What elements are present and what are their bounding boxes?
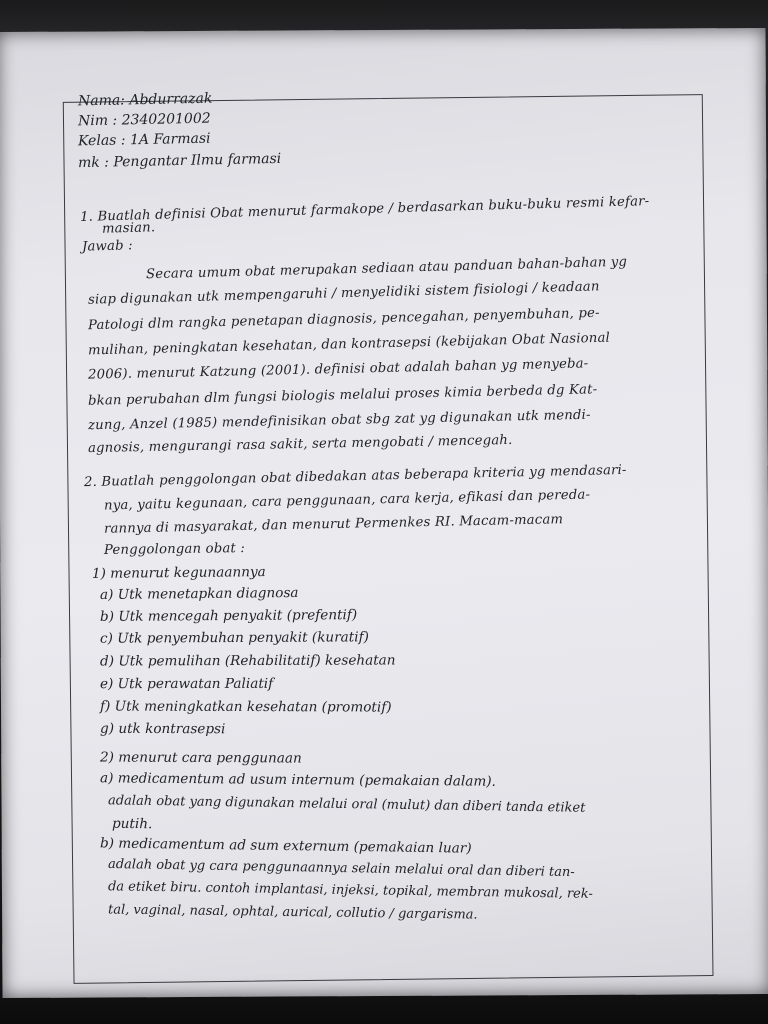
section-1-item-d: d) Utk pemulihan (Rehabilitatif) kesehatan bbox=[99, 652, 396, 670]
answer-1-line-7: zung, Anzel (1985) mendefinisikan obat sbg zat yg digunakan utk mendi- bbox=[87, 407, 591, 434]
answer-1-line-6: bkan perubahan dlm fungsi biologis melalui proses kimia berbeda dg Kat- bbox=[87, 382, 598, 409]
answer-1-line-8: agnosis, mengurangi rasa sakit, serta mengobati / mencegah. bbox=[87, 432, 513, 457]
question-1-line-2: masian. bbox=[101, 220, 156, 237]
question-2-line-1: 2. Buatlah penggolongan obat dibedakan atas beberapa kriteria yg mendasari- bbox=[83, 462, 627, 491]
course-line: mk : Pengantar Ilmu farmasi bbox=[77, 150, 282, 172]
section-1-item-g: g) utk kontrasepsi bbox=[99, 720, 226, 738]
section-1-item-c: c) Utk penyembuhan penyakit (kuratif) bbox=[99, 629, 369, 647]
section-1-item-e: e) Utk perawatan Paliatif bbox=[99, 675, 274, 693]
question-2-line-2: nya, yaitu kegunaan, cara penggunaan, cara kerja, efikasi dan pereda- bbox=[103, 487, 591, 514]
section-2-line-1: a) medicamentum ad usum internum (pemakaian dalam). bbox=[99, 770, 496, 790]
section-2-title: 2) menurut cara penggunaan bbox=[99, 749, 302, 767]
section-1-item-a: a) Utk menetapkan diagnosa bbox=[99, 584, 299, 604]
section-2-line-5: adalah obat yg cara penggunaannya selain melalui oral dan diberi tan- bbox=[107, 856, 575, 881]
answer-1-line-4: mulihan, peningkatan kesehatan, dan kontrasepsi (kebijakan Obat Nasional bbox=[87, 330, 611, 359]
section-2-line-7: tal, vaginal, nasal, ophtal, aurical, collutio / gargarisma. bbox=[107, 902, 478, 923]
section-2-line-6: da etiket biru. contoh implantasi, injeksi, topikal, membran mukosal, rek- bbox=[107, 879, 593, 902]
class-line: Kelas : 1A Farmasi bbox=[77, 130, 211, 150]
answer-1-line-3: Patologi dlm rangka penetapan diagnosis, pencegahan, penyembuhan, pe- bbox=[87, 305, 600, 334]
section-1-title: 1) menurut kegunaannya bbox=[91, 564, 266, 582]
question-2-line-4: Penggolongan obat : bbox=[103, 541, 246, 558]
section-2-line-3: putih. bbox=[111, 815, 153, 833]
section-2-line-4: b) medicamentum ad sum externum (pemakaian luar) bbox=[99, 835, 472, 857]
name-line: Nama: Abdurrazak bbox=[77, 90, 213, 110]
question-1-line-1: 1. Buatlah definisi Obat menurut farmakope / berdasarkan buku-buku resmi kefar- bbox=[79, 194, 650, 225]
answer-label: Jawab : bbox=[81, 238, 133, 255]
answer-1-line-1: Secara umum obat merupakan sediaan atau panduan bahan-bahan yg bbox=[145, 254, 628, 283]
answer-1-line-5: 2006). menurut Katzung (2001). definisi obat adalah bahan yg menyeba- bbox=[87, 356, 589, 383]
answer-1-line-2: siap digunakan utk mempengaruhi / menyelidiki sistem fisiologi / keadaan bbox=[87, 279, 600, 308]
section-1-item-b: b) Utk mencegah penyakit (prefentif) bbox=[99, 607, 358, 625]
section-1-item-f: f) Utk meningkatkan kesehatan (promotif) bbox=[99, 698, 392, 716]
section-2-line-2: adalah obat yang digunakan melalui oral (mulut) dan diberi tanda etiket bbox=[107, 793, 586, 816]
question-2-line-3: rannya di masyarakat, dan menurut Permenkes RI. Macam-macam bbox=[103, 512, 564, 537]
nim-line: Nim : 2340201002 bbox=[77, 110, 211, 130]
